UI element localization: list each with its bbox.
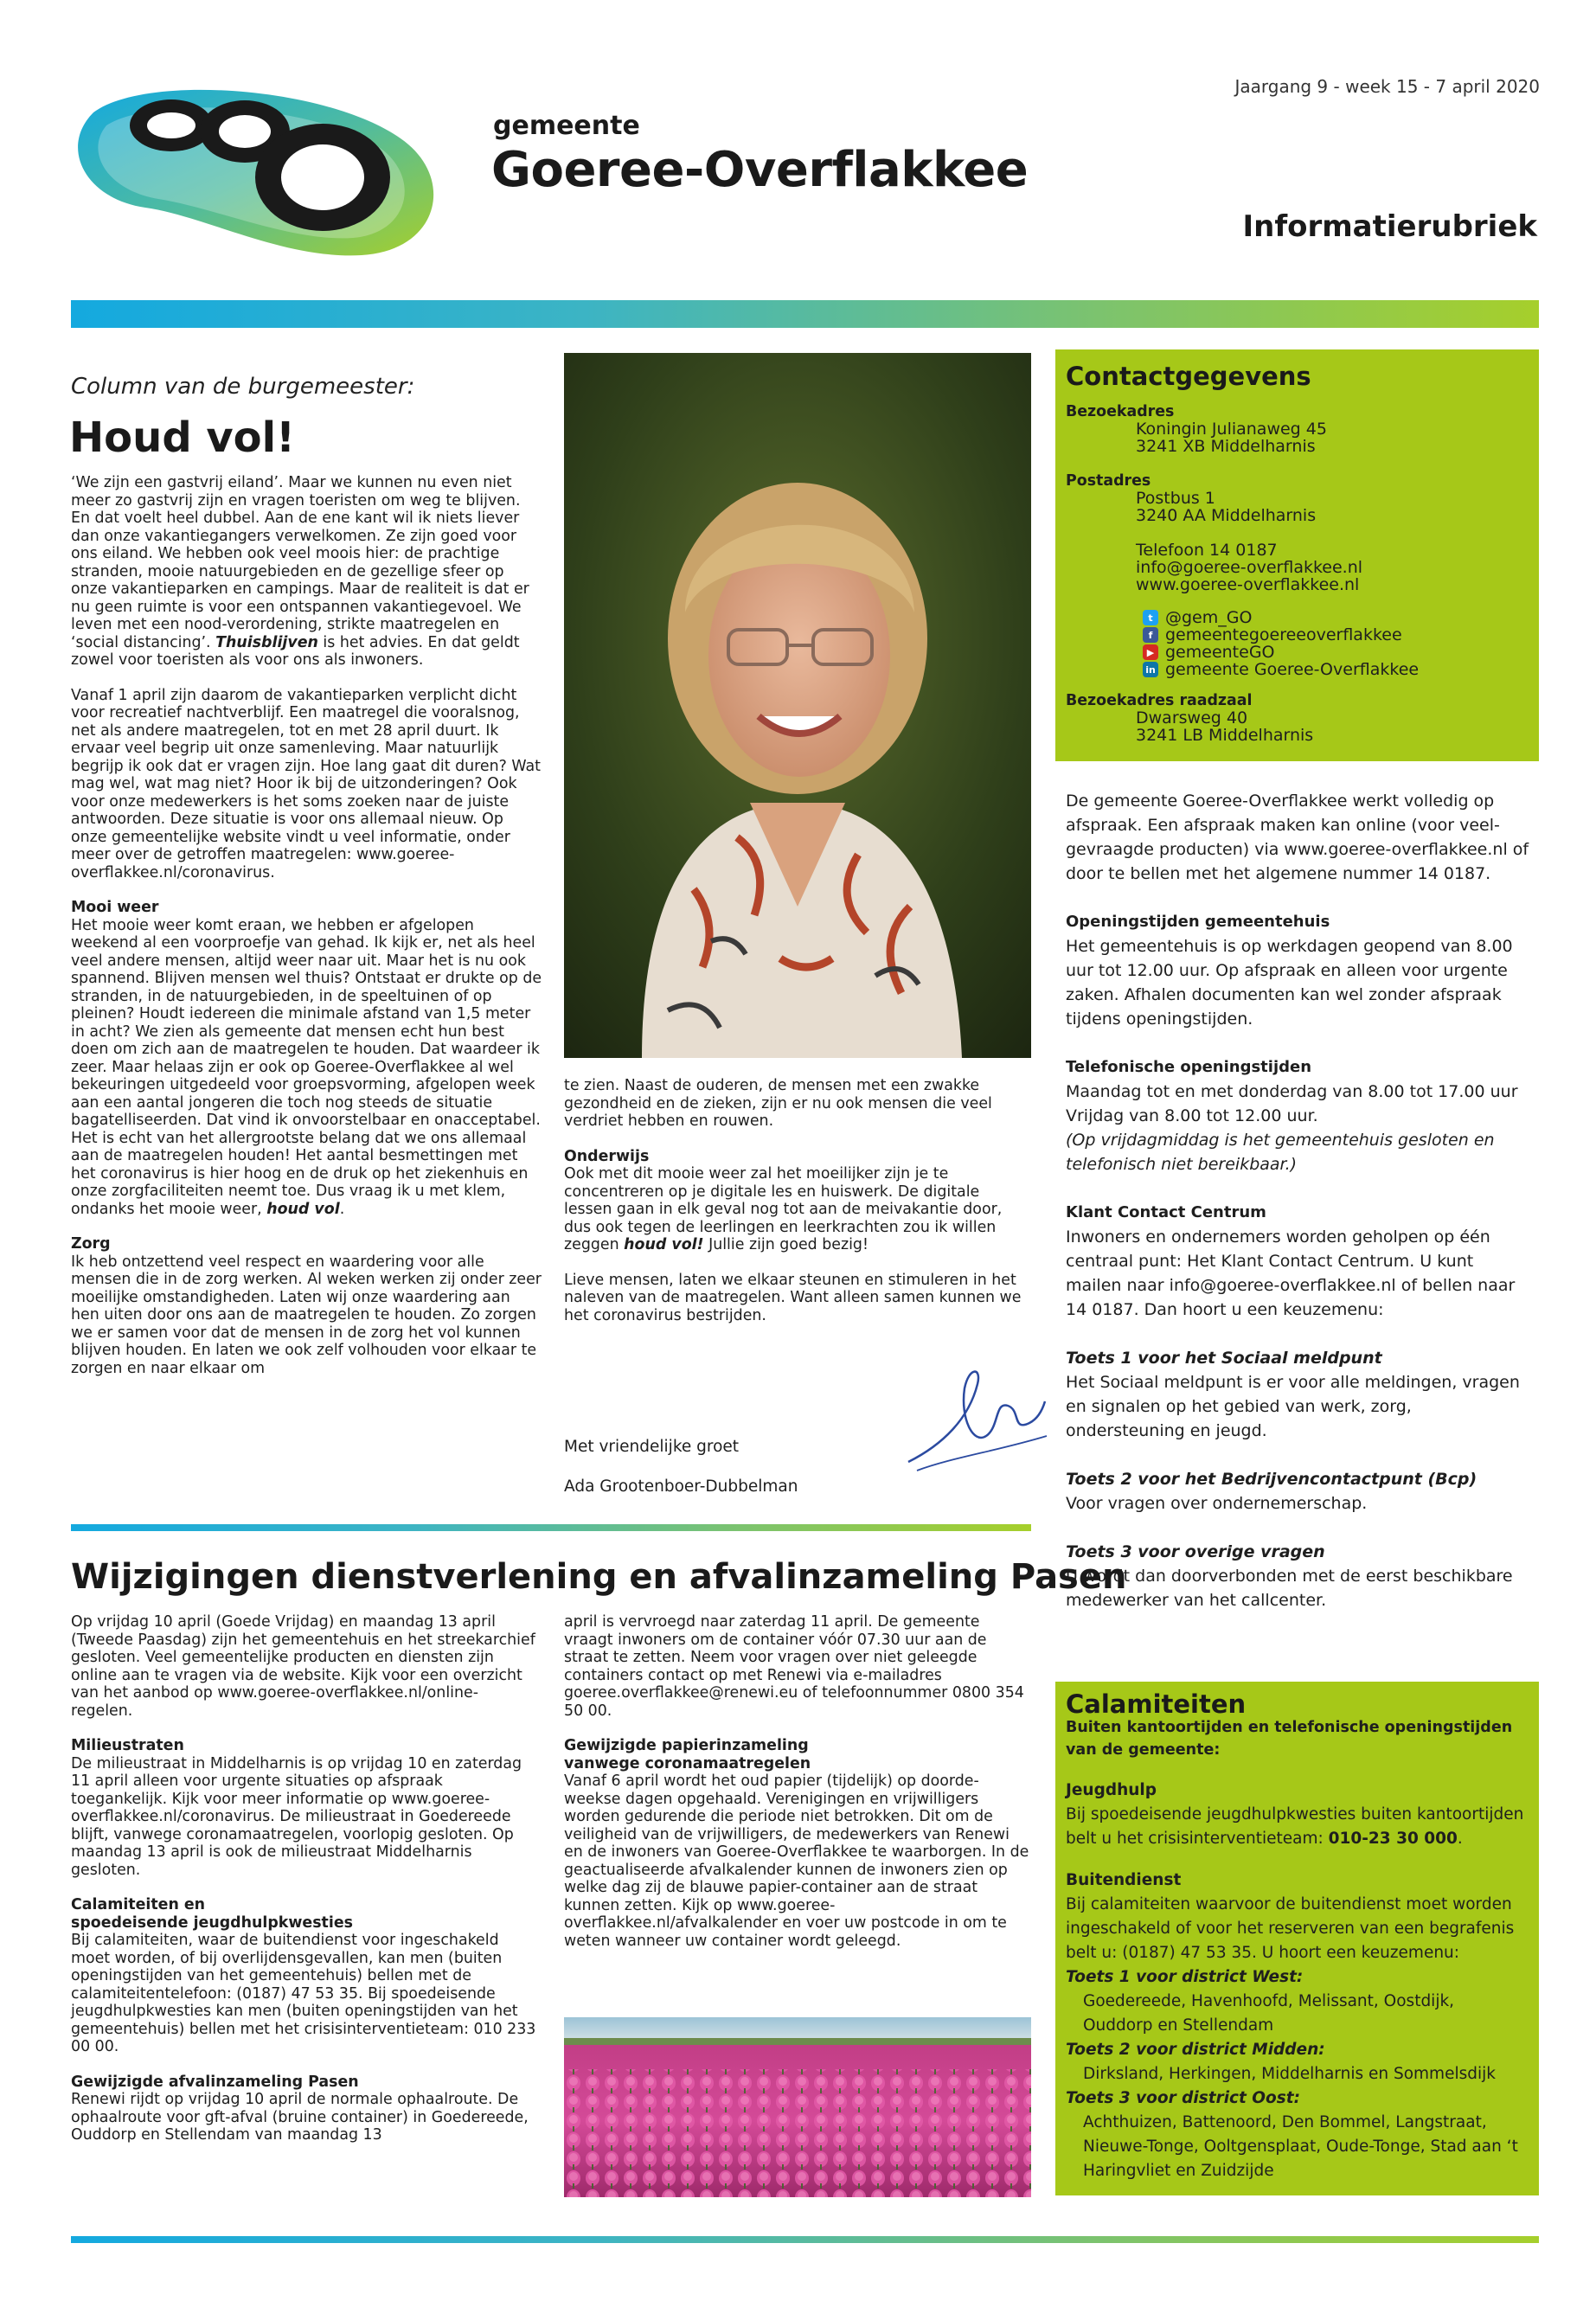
heading-line: Calamiteiten en	[71, 1896, 206, 1913]
subheading-weather: Mooi weer	[71, 899, 159, 916]
emergency-subtitle: Buiten kantoortijden en telefonische openingstijden van de gemeente:	[1066, 1719, 1513, 1759]
option-2-heading: Toets 2 voor het Bedrijvencontactpunt (Bcp)	[1066, 1470, 1477, 1489]
info-column	[1066, 789, 1533, 1612]
social-youtube[interactable]	[1066, 644, 1529, 661]
article-paragraph: april is vervroegd naar zaterdag 11 april. De gemeente vraagt inwoners om de container vóór 07.30 uur aan de straat te zetten. Neem voor vragen over niet geleegde containers contact op met Renewi via e-mailadres goeree.overflakkee@renewi.eu of telefoonnummer 0800 354 50 00.	[564, 1613, 1024, 1720]
column-paragraph: Vanaf 1 april zijn daarom de vakantieparken verplicht dicht voor recreatief nachtverblijf. Een maatregel die vooralsnog, net als andere maatregelen, tot en met 28 april duurt. Ik ervaar veel begrip uit onze samenleving. Maar natuurlijk begrijp ik ook dat er vragen zijn. Hoe lang gaat dit duren? Wat mag wel, wat mag niet? Hoor ik bij de uitzonderingen? Ook voor onze medewerkers is het soms zoeken naar de juiste antwoorden. Deze situatie is voor ons allemaal nieuw. Op onze gemeentelijke website vindt u veel informatie, onder meer over de getroffen maatregelen: www.goeree-overflakkee.nl/coronavirus.	[71, 686, 541, 881]
closing-greeting: Met vriendelijke groet	[564, 1438, 740, 1456]
recycling-heading: Milieustraten	[71, 1737, 184, 1754]
municipality-name: Goeree-Overflakkee	[491, 142, 1029, 198]
opening-hours-heading: Openingstijden gemeentehuis	[1066, 913, 1330, 931]
kcc-text: Inwoners en ondernemers worden geholpen op één centraal punt: Het Klant Contact Centrum. U kunt mailen naar info@goeree-overflakkee.nl of bellen naar 14 0187. Dan hoort u een keuzemenu:	[1066, 1227, 1516, 1319]
article-title: Wijzigingen dienstverlening en afvalinzameling Pasen	[71, 1557, 1127, 1597]
section-title: Informatierubriek	[1242, 209, 1537, 244]
youth-care-body: Bij spoedeisende jeugdhulpkwesties buiten kantoortijden belt u het crisisinterventieteam:	[1066, 1805, 1524, 1848]
column-divider	[71, 1524, 1031, 1531]
issue-line: Jaargang 9 - week 15 - 7 april 2020	[1234, 76, 1540, 97]
postal-address-label: Postadres	[1066, 472, 1151, 490]
heading-line: vanwege coronamaatregelen	[564, 1754, 811, 1772]
emergency-box	[1055, 1682, 1539, 2195]
article-column-left	[71, 1613, 538, 2144]
district-midden-text: Dirksland, Herkingen, Middelharnis en Sommelsdijk	[1083, 2065, 1496, 2083]
district-west-text: Goedereede, Havenhoofd, Melissant, Oostdijk, Ouddorp en Stellendam	[1083, 1992, 1455, 2035]
social-linkedin[interactable]	[1066, 661, 1529, 678]
district-oost-text: Achthuizen, Battenoord, Den Bommel, Langstraat, Nieuwe-Tonge, Ooltgensplaat, Oude-Tonge, Stad aan ‘t Haringvliet en Zuidzijde	[1083, 2113, 1518, 2180]
emphasis: houd vol	[266, 1200, 340, 1218]
youtube-icon: ▶	[1143, 644, 1158, 660]
phone-hours-note: (Op vrijdagmiddag is het gemeentehuis gesloten en telefonisch niet bereikbaar.)	[1066, 1131, 1495, 1174]
social-list	[1066, 609, 1529, 678]
phone-hours-heading: Telefonische openingstijden	[1066, 1058, 1312, 1076]
article-column-right	[564, 1613, 1031, 1950]
social-label: @gem_GO	[1165, 608, 1253, 627]
visit-address-line: Koningin Julianaweg 45	[1136, 420, 1327, 439]
contact-title: Contactgegevens	[1066, 362, 1311, 391]
paper-heading	[564, 1737, 1031, 1772]
heading-line: spoedeisende jeugdhulpkwesties	[71, 1913, 353, 1932]
phone-hours-line: Vrijdag van 8.00 tot 12.00 uur.	[1066, 1106, 1318, 1125]
phone-number: Telefoon 14 0187	[1136, 541, 1278, 560]
field-service-text: Bij calamiteiten waarvoor de buitendienst moet worden ingeschakeld of voor het reserveren van een begrafenis belt u: (0187) 47 53 35. U hoort een keuzemenu:	[1066, 1895, 1515, 1962]
crisis-phone-number: 010-23 30 000	[1328, 1830, 1458, 1848]
column-paragraph: Lieve mensen, laten we elkaar steunen en stimuleren in het naleven van de maatregelen. Want alleen samen kunnen we het coronavirus bestrijden.	[564, 1271, 1022, 1324]
article-paragraph: De milieustraat in Middelharnis is op vrijdag 10 en zaterdag 11 april alleen voor urgente situaties op afspraak toegankelijk. Kijk voor meer informatie op www.goeree-overflakkee.nl/coronavirus. De milieustraat in Goedereede blijft, vanwege coronamaatregelen, voorlopig gesloten. Op maandag 13 april is ook de milieustraat Middelharnis gesloten.	[71, 1754, 522, 1879]
social-twitter[interactable]	[1066, 609, 1529, 626]
website-link[interactable]: www.goeree-overflakkee.nl	[1136, 575, 1360, 594]
column-paragraph	[71, 917, 542, 1219]
article-paragraph: Op vrijdag 10 april (Goede Vrijdag) en maandag 13 april (Tweede Paasdag) zijn het gemeentehuis en het streekarchief gesloten. Veel gemeentelijke producten en diensten zijn online aan te vragen via de website. Kijk voor een overzicht van het aanbod op www.goeree-overflakkee.nl/online-regelen.	[71, 1613, 535, 1720]
youth-care-heading: Jeugdhulp	[1066, 1781, 1157, 1799]
linkedin-icon: in	[1143, 662, 1158, 677]
column-paragraph: te zien. Naast de ouderen, de mensen met een zwakke gezondheid en de zieken, zijn er nu ook mensen die veel verdriet hebben en rouwen.	[564, 1077, 992, 1130]
council-address-line: 3241 LB Middelharnis	[1136, 726, 1314, 745]
column-text: ‘We zijn een gastvrij eiland’. Maar we kunnen nu even niet meer zo gastvrij zijn en vragen toeristen om weg te blijven. En dat voelt heel dubbel. Aan de ene kant wil ik niets liever dan onze vakantiegangers verwelkomen. Ze zijn goed voor ons eiland. We hebben ook veel moois hier: de prachtige stranden, mooie natuurgebieden en de gezellige sfeer op onze vakantieparken en campings. Maar de realiteit is dat er nu geen ruimte is voor een ontspannen vakantiegevoel. We leven met een nood-verordening, strikte maatregelen en ‘social distancing’.	[71, 474, 529, 651]
column-body-right	[564, 1077, 1027, 1324]
article-paragraph: Vanaf 6 april wordt het oud papier (tijdelijk) op doorde-weekse dagen opgehaald. Verenigingen en vrijwilligers worden gedurende die periode niet betrokken. Dit om de veiligheid van de vrijwilligers, de medewerkers van Renewi en de inwoners van Goeree-Overflakkee te waarborgen. In de geactualiseerde afvalkalender kunnen de inwoners zien op welke dag zij de blauwe papier-container aan de straat kunnen zetten. Kijk op www.goeree-overflakkee.nl/afvalkalender en voer uw postcode in om te weten wanneer uw container wordt geleegd.	[564, 1772, 1029, 1950]
author-name: Ada Grootenboer-Dubbelman	[564, 1477, 798, 1496]
option-3-heading: Toets 3 voor overige vragen	[1066, 1542, 1325, 1561]
opening-hours-text: Het gemeentehuis is op werkdagen geopend van 8.00 uur tot 12.00 uur. Op afspraak en alleen voor urgente zaken. Afhalen documenten kan wel zonder afspraak tijdens openingstijden.	[1066, 937, 1513, 1029]
emphasis: Thuisblijven	[215, 633, 318, 651]
option-2-text: Voor vragen over ondernemerschap.	[1066, 1494, 1368, 1513]
column-text: is het advies. En dat geldt zowel voor toeristen als voor ons als inwoners.	[71, 633, 520, 669]
column-kicker: Column van de burgemeester:	[71, 374, 415, 400]
municipality-prefix: gemeente	[493, 111, 640, 141]
visit-address-label: Bezoekadres	[1066, 403, 1175, 420]
article-paragraph: Bij calamiteiten, waar de buitendienst voor ingeschakeld moet worden, of bij overlijdensgevallen, kan men (buiten openingstijden van het gemeentehuis) bellen met de calamiteitentelefoon: (0187) 47 53 35. Bij spoedeisende jeugdhulpkwesties kan men (buiten openingstijden van het gemeentehuis) bellen met het crisisinterventieteam: 010 233 00 00.	[71, 1932, 536, 2055]
option-3-text: U wordt dan doorverbonden met de eerst beschikbare medewerker van het callcenter.	[1066, 1567, 1513, 1610]
column-paragraph: Ik heb ontzettend veel respect en waardering voor alle mensen die in de zorg werken. Al weken werken zij onder zeer moeilijke omstandigheden. Laten wij onze waardering aan hen uiten door ons aan de maatregelen te houden. Zo zorgen we er samen voor dat de mensen in de zorg het vol kunnen blijven houden. En laten we ook zelf volhouden voor elkaar te zorgen en naar elkaar om	[71, 1253, 542, 1377]
council-address-label: Bezoekadres raadzaal	[1066, 692, 1253, 709]
visit-address-line: 3241 XB Middelharnis	[1136, 437, 1316, 456]
council-address-line: Dwarsweg 40	[1136, 708, 1248, 727]
youth-care-end: .	[1457, 1830, 1463, 1848]
column-body-left	[71, 474, 542, 1377]
twitter-icon: t	[1143, 610, 1158, 625]
subheading-care: Zorg	[71, 1235, 111, 1253]
option-1-heading: Toets 1 voor het Sociaal meldpunt	[1066, 1349, 1382, 1368]
column-title: Houd vol!	[69, 413, 295, 462]
social-label: gemeenteGO	[1165, 643, 1275, 662]
youth-care-text	[1066, 1803, 1529, 1851]
signature-image	[891, 1349, 1055, 1479]
district-west-heading: Toets 1 voor district West:	[1066, 1968, 1304, 1986]
emergency-title: Calamiteiten	[1066, 1689, 1247, 1719]
municipality-logo	[67, 78, 452, 260]
header-divider	[71, 300, 1539, 328]
column-paragraph	[71, 474, 542, 670]
facebook-icon: f	[1143, 627, 1158, 643]
social-label: gemeentegoereeoverflakkee	[1165, 625, 1402, 644]
emphasis: houd vol!	[624, 1236, 704, 1253]
field-service-heading: Buitendienst	[1066, 1871, 1182, 1889]
district-midden-heading: Toets 2 voor district Midden:	[1066, 2041, 1325, 2059]
district-oost-heading: Toets 3 voor district Oost:	[1066, 2089, 1300, 2107]
postal-address-line: Postbus 1	[1136, 489, 1215, 508]
waste-heading: Gewijzigde afvalinzameling Pasen	[71, 2073, 359, 2091]
kcc-heading: Klant Contact Centrum	[1066, 1203, 1266, 1221]
article-paragraph: Renewi rijdt op vrijdag 10 april de normale ophaalroute. De ophaalroute voor gft-afval (bruine container) in Goedereede, Ouddorp en Stellendam van maandag 13	[71, 2091, 529, 2144]
subheading-education: Onderwijs	[564, 1147, 650, 1165]
social-label: gemeente Goeree-Overflakkee	[1165, 660, 1420, 679]
contact-box	[1055, 349, 1539, 761]
tulip-field-photo	[564, 2017, 1031, 2197]
option-1-text: Het Sociaal meldpunt is er voor alle meldingen, vragen en signalen op het gebied van werk, zorg, ondersteuning en jeugd.	[1066, 1373, 1520, 1440]
email-link[interactable]: info@goeree-overflakkee.nl	[1136, 558, 1363, 577]
mayor-photo	[564, 353, 1031, 1058]
info-intro: De gemeente Goeree-Overflakkee werkt volledig op afspraak. Een afspraak maken kan online (voor veel-gevraagde producten) via www.goeree-overflakkee.nl of door te bellen met het algemene nummer 14 0187.	[1066, 792, 1529, 883]
column-text: Het mooie weer komt eraan, we hebben er afgelopen weekend al een voorproefje van gehad. Ik kijk er, net als heel veel andere mensen, altijd weer naar uit. Maar het is nu ook spannend. Blijven mensen wel thuis? Ontstaat er drukte op de stranden, in de natuurgebieden, in de speeltuinen of op pleinen? Houdt iedereen die minimale afstand van 1,5 meter in acht? We zien als gemeente dat mensen echt hun best doen om zich aan de maatregelen te houden. Dat waardeer ik zeer. Maar helaas zijn er ook op Goeree-Overflakkee al wel bekeuringen uitgedeeld voor groepsvorming, afgelopen week aan een aantal jongeren die toch nog steeds de situatie bagatelliseerden. Dat vind ik onvoorstelbaar en onacceptabel. Het is echt van het allergrootste belang dat we ons allemaal aan de maatregelen houden! Het aantal besmettingen met het coronavirus is hier hoog en de druk op het ziekenhuis en onze zorgfaciliteiten neemt toe. Dus vraag ik u met klem, ondanks het mooie weer,	[71, 916, 542, 1218]
column-text: Jullie zijn goed bezig!	[703, 1236, 869, 1253]
column-text: .	[339, 1200, 345, 1218]
postal-address-line: 3240 AA Middelharnis	[1136, 506, 1317, 525]
social-facebook[interactable]	[1066, 626, 1529, 644]
phone-hours-line: Maandag tot en met donderdag van 8.00 tot 17.00 uur	[1066, 1082, 1518, 1101]
column-text: Ook met dit mooie weer zal het moeilijker zijn je te concentreren op je digitale les en huiswerk. De digitale lessen gaan in elk geval nog tot aan de meivakantie door, dus ook tegen de leerlingen en leerkrachten zou ik willen zeggen	[564, 1165, 1003, 1253]
column-paragraph	[564, 1165, 1027, 1254]
heading-line: Gewijzigde papierinzameling	[564, 1737, 809, 1754]
footer-divider	[71, 2236, 1539, 2243]
emergency-heading	[71, 1896, 538, 1932]
